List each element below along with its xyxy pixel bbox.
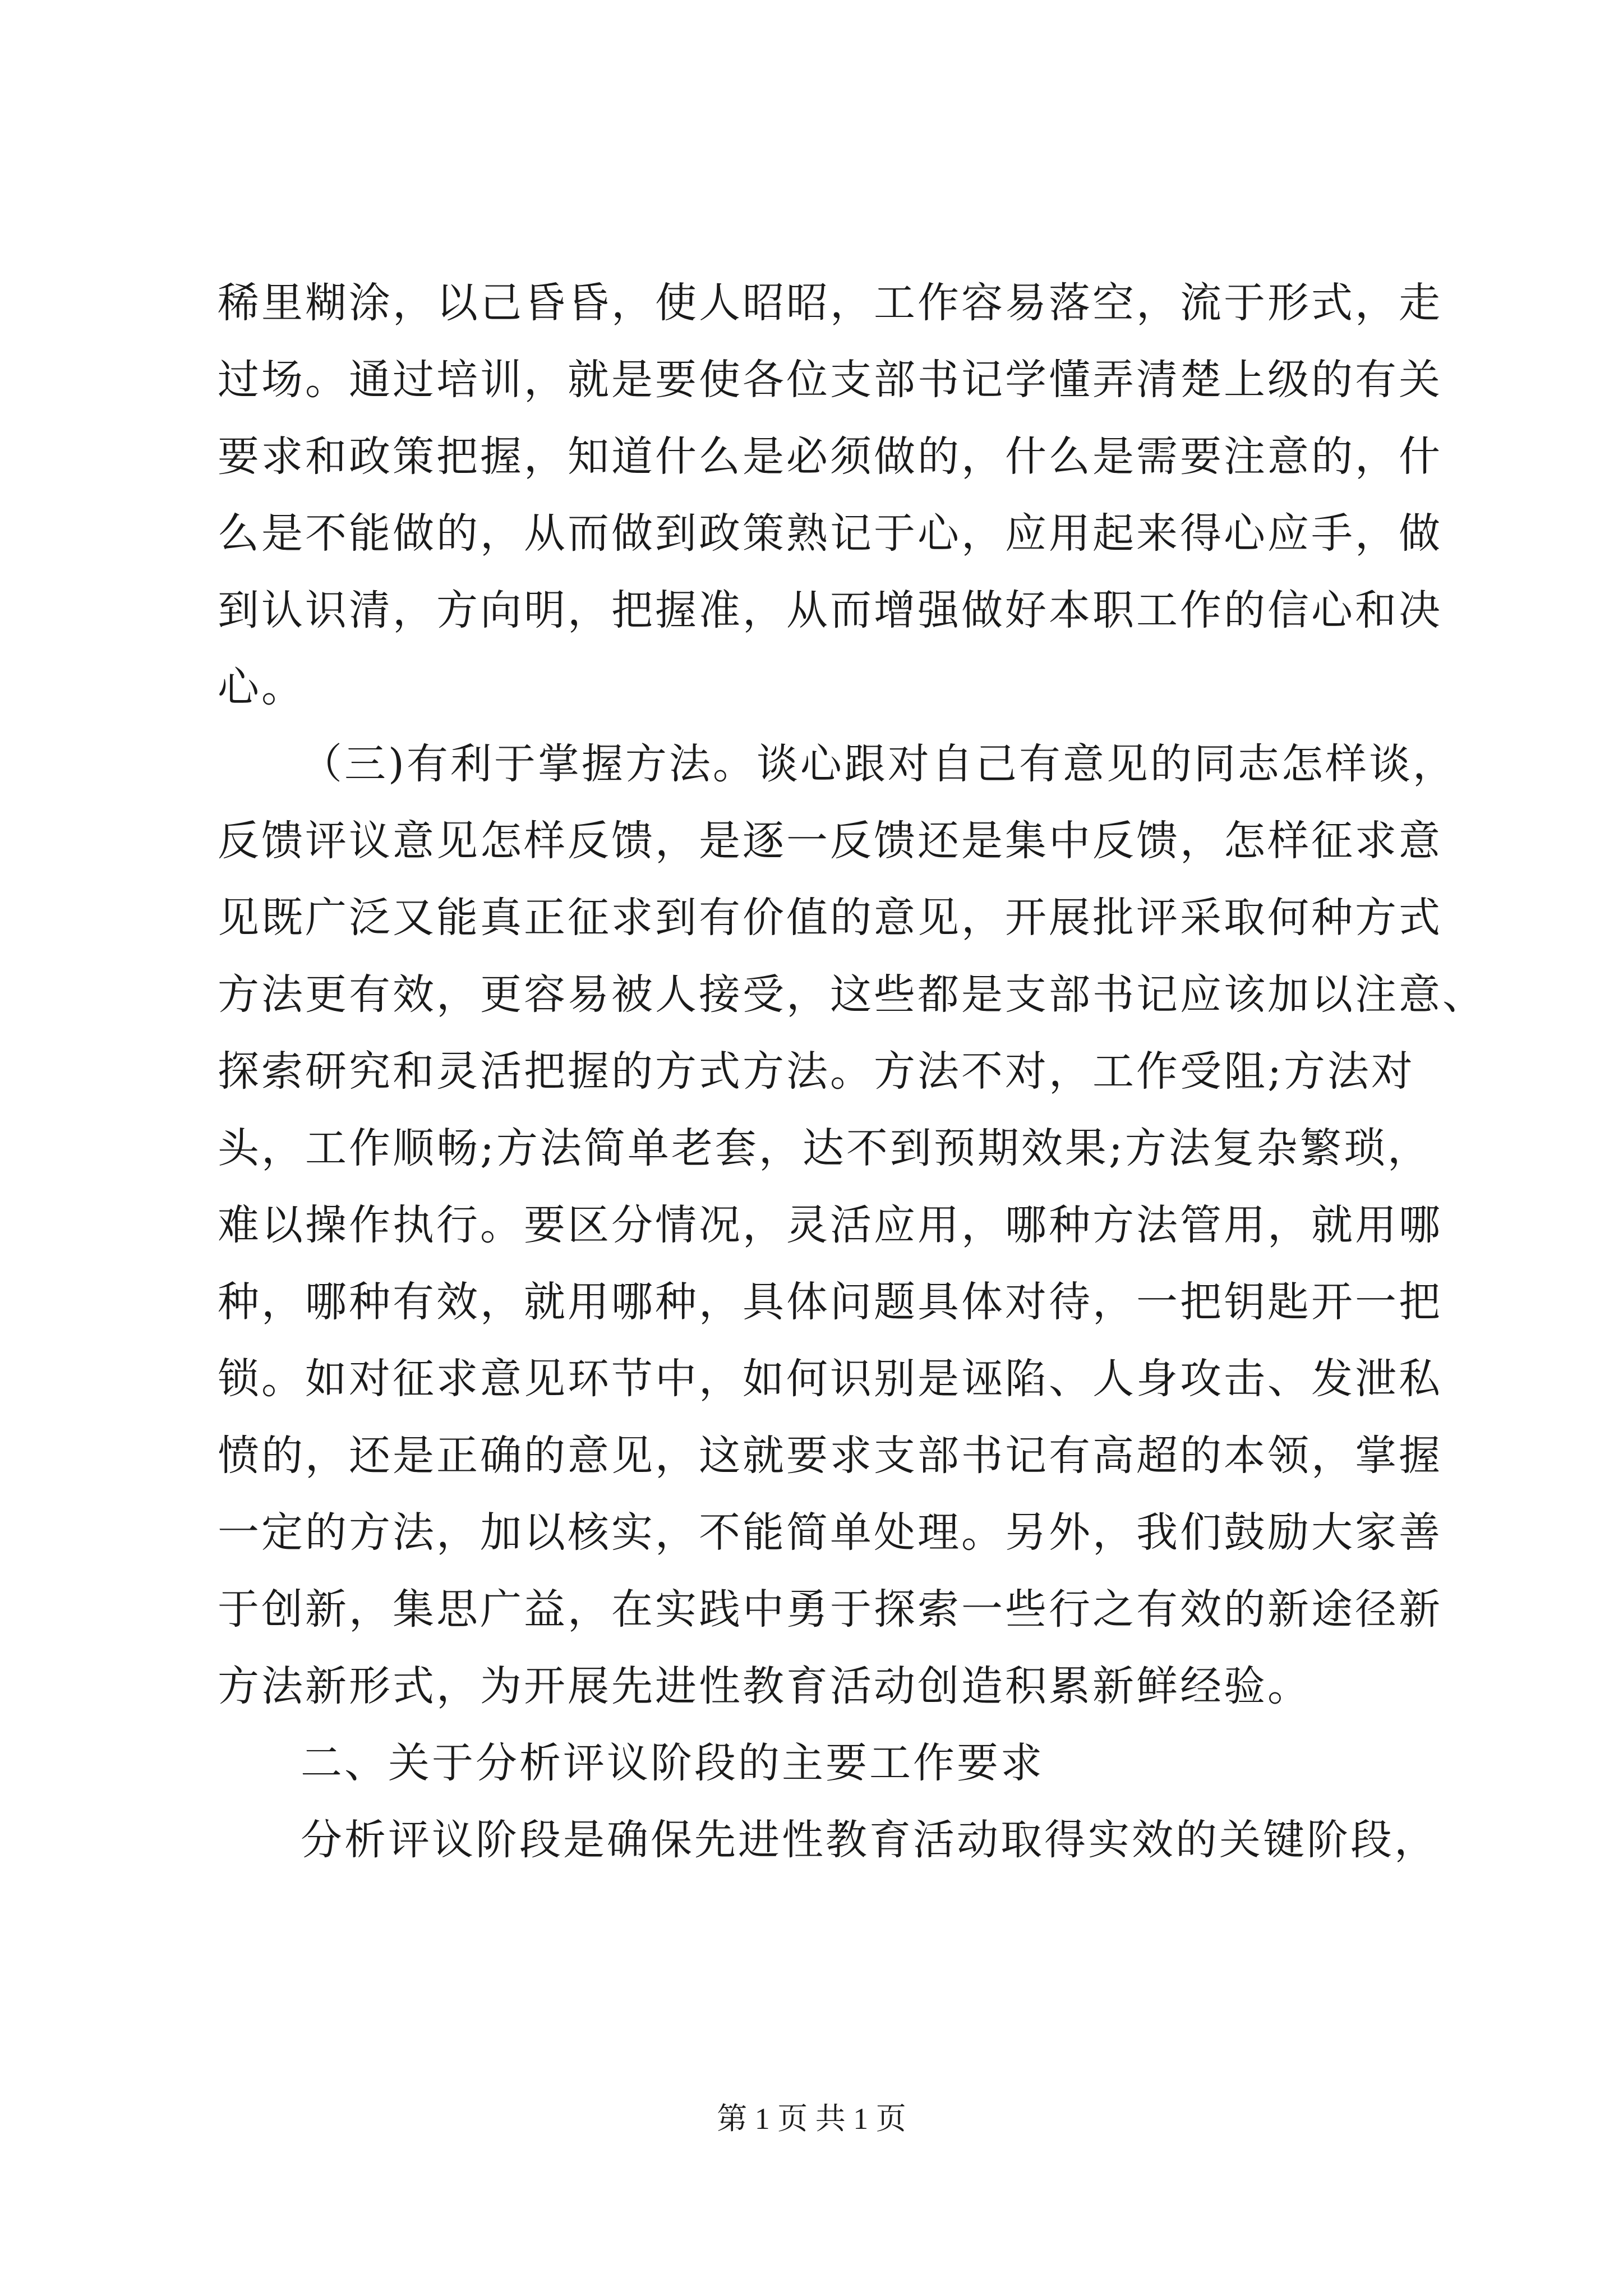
text-line: 过场。通过培训，就是要使各位支部书记学懂弄清楚上级的有关 <box>218 356 1442 404</box>
section-heading: 二、关于分析评议阶段的主要工作要求 <box>301 1739 1044 1787</box>
text-line: 见既广泛又能真正征求到有价值的意见，开展批评采取何种方式 <box>218 894 1442 942</box>
text-line: 于创新，集思广益，在实践中勇于探索一些行之有效的新途径新 <box>218 1585 1442 1634</box>
text-line: 种，哪种有效，就用哪种，具体问题具体对待，一把钥匙开一把 <box>218 1278 1442 1326</box>
text-line: 心。 <box>218 663 305 711</box>
text-line: 头，工作顺畅;方法简单老套，达不到预期效果;方法复杂繁琐， <box>218 1124 1431 1172</box>
text-line: 锁。如对征求意见环节中，如何识别是诬陷、人身攻击、发泄私 <box>218 1355 1442 1403</box>
text-line: 方法新形式，为开展先进性教育活动创造积累新鲜经验。 <box>218 1662 1311 1710</box>
text-line: 到认识清，方向明，把握准，从而增强做好本职工作的信心和决 <box>218 586 1442 634</box>
text-line: 反馈评议意见怎样反馈，是逐一反馈还是集中反馈，怎样征求意 <box>218 817 1442 865</box>
paragraph-start-line: （三)有利于掌握方法。谈心跟对自己有意见的同志怎样谈， <box>301 740 1456 788</box>
text-line: 么是不能做的，从而做到政策熟记于心，应用起来得心应手，做 <box>218 509 1442 558</box>
text-line: 难以操作执行。要区分情况，灵活应用，哪种方法管用，就用哪 <box>218 1201 1442 1249</box>
text-line: 稀里糊涂，以己昏昏，使人昭昭，工作容易落空，流于形式，走 <box>218 279 1442 327</box>
page-number-footer: 第 1 页 共 1 页 <box>717 2102 906 2136</box>
text-line: 要求和政策把握，知道什么是必须做的，什么是需要注意的，什 <box>218 432 1442 481</box>
text-line: 一定的方法，加以核实，不能简单处理。另外，我们鼓励大家善 <box>218 1508 1442 1557</box>
document-body <box>218 265 1486 1879</box>
text-line: 探索研究和灵活把握的方式方法。方法不对，工作受阻;方法对 <box>218 1047 1415 1096</box>
paragraph-start-line: 分析评议阶段是确保先进性教育活动取得实效的关键阶段， <box>301 1816 1438 1864</box>
text-line: 愤的，还是正确的意见，这就要求支部书记有高超的本领，掌握 <box>218 1432 1442 1480</box>
text-line: 方法更有效，更容易被人接受，这些都是支部书记应该加以注意、 <box>218 970 1486 1019</box>
